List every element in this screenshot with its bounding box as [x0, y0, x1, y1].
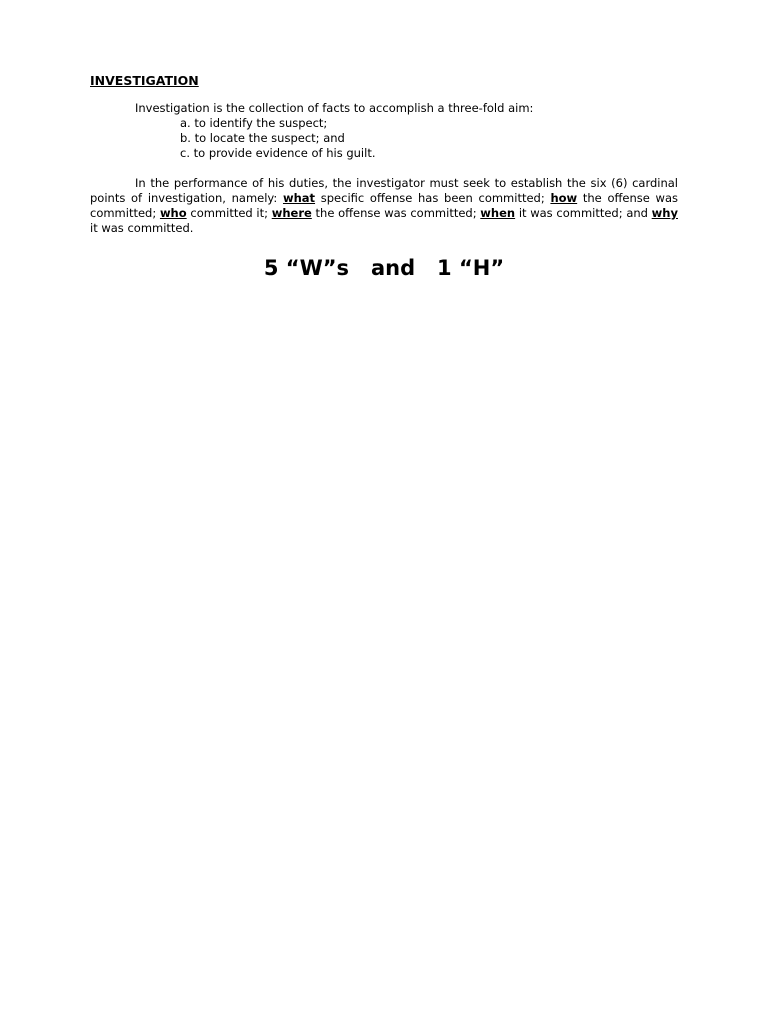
aim-item: a. to identify the suspect;: [180, 116, 328, 130]
aims-list: [90, 116, 678, 161]
keyword-who: who: [159, 206, 187, 220]
intro-paragraph: Investigation is the collection of facts to accomplish a three-fold aim:: [135, 101, 534, 115]
duties-text: committed it;: [186, 206, 272, 220]
keyword-how: how: [550, 191, 578, 205]
duties-text: In the performance of his duties, the investigator must seek to establish the six (6) cardinal points of investigation, namely:: [90, 176, 678, 205]
duties-text: the offense was committed;: [90, 191, 678, 220]
section-heading: INVESTIGATION: [90, 73, 199, 88]
keyword-what: what: [282, 191, 316, 205]
keyword-when: when: [480, 206, 516, 220]
keyword-where: where: [271, 206, 312, 220]
five-ws-one-h-banner: 5 “W”s and 1 “H”: [263, 256, 505, 280]
keyword-why: why: [651, 206, 678, 220]
duties-text: it was committed; and: [515, 206, 652, 220]
duties-text: it was committed.: [90, 221, 194, 235]
document-body: [90, 73, 678, 236]
aim-item: c. to provide evidence of his guilt.: [180, 146, 376, 160]
duties-text: the offense was committed;: [311, 206, 481, 220]
aim-item: b. to locate the suspect; and: [180, 131, 345, 145]
duties-paragraph: [90, 176, 678, 236]
duties-text: specific offense has been committed;: [315, 191, 551, 205]
